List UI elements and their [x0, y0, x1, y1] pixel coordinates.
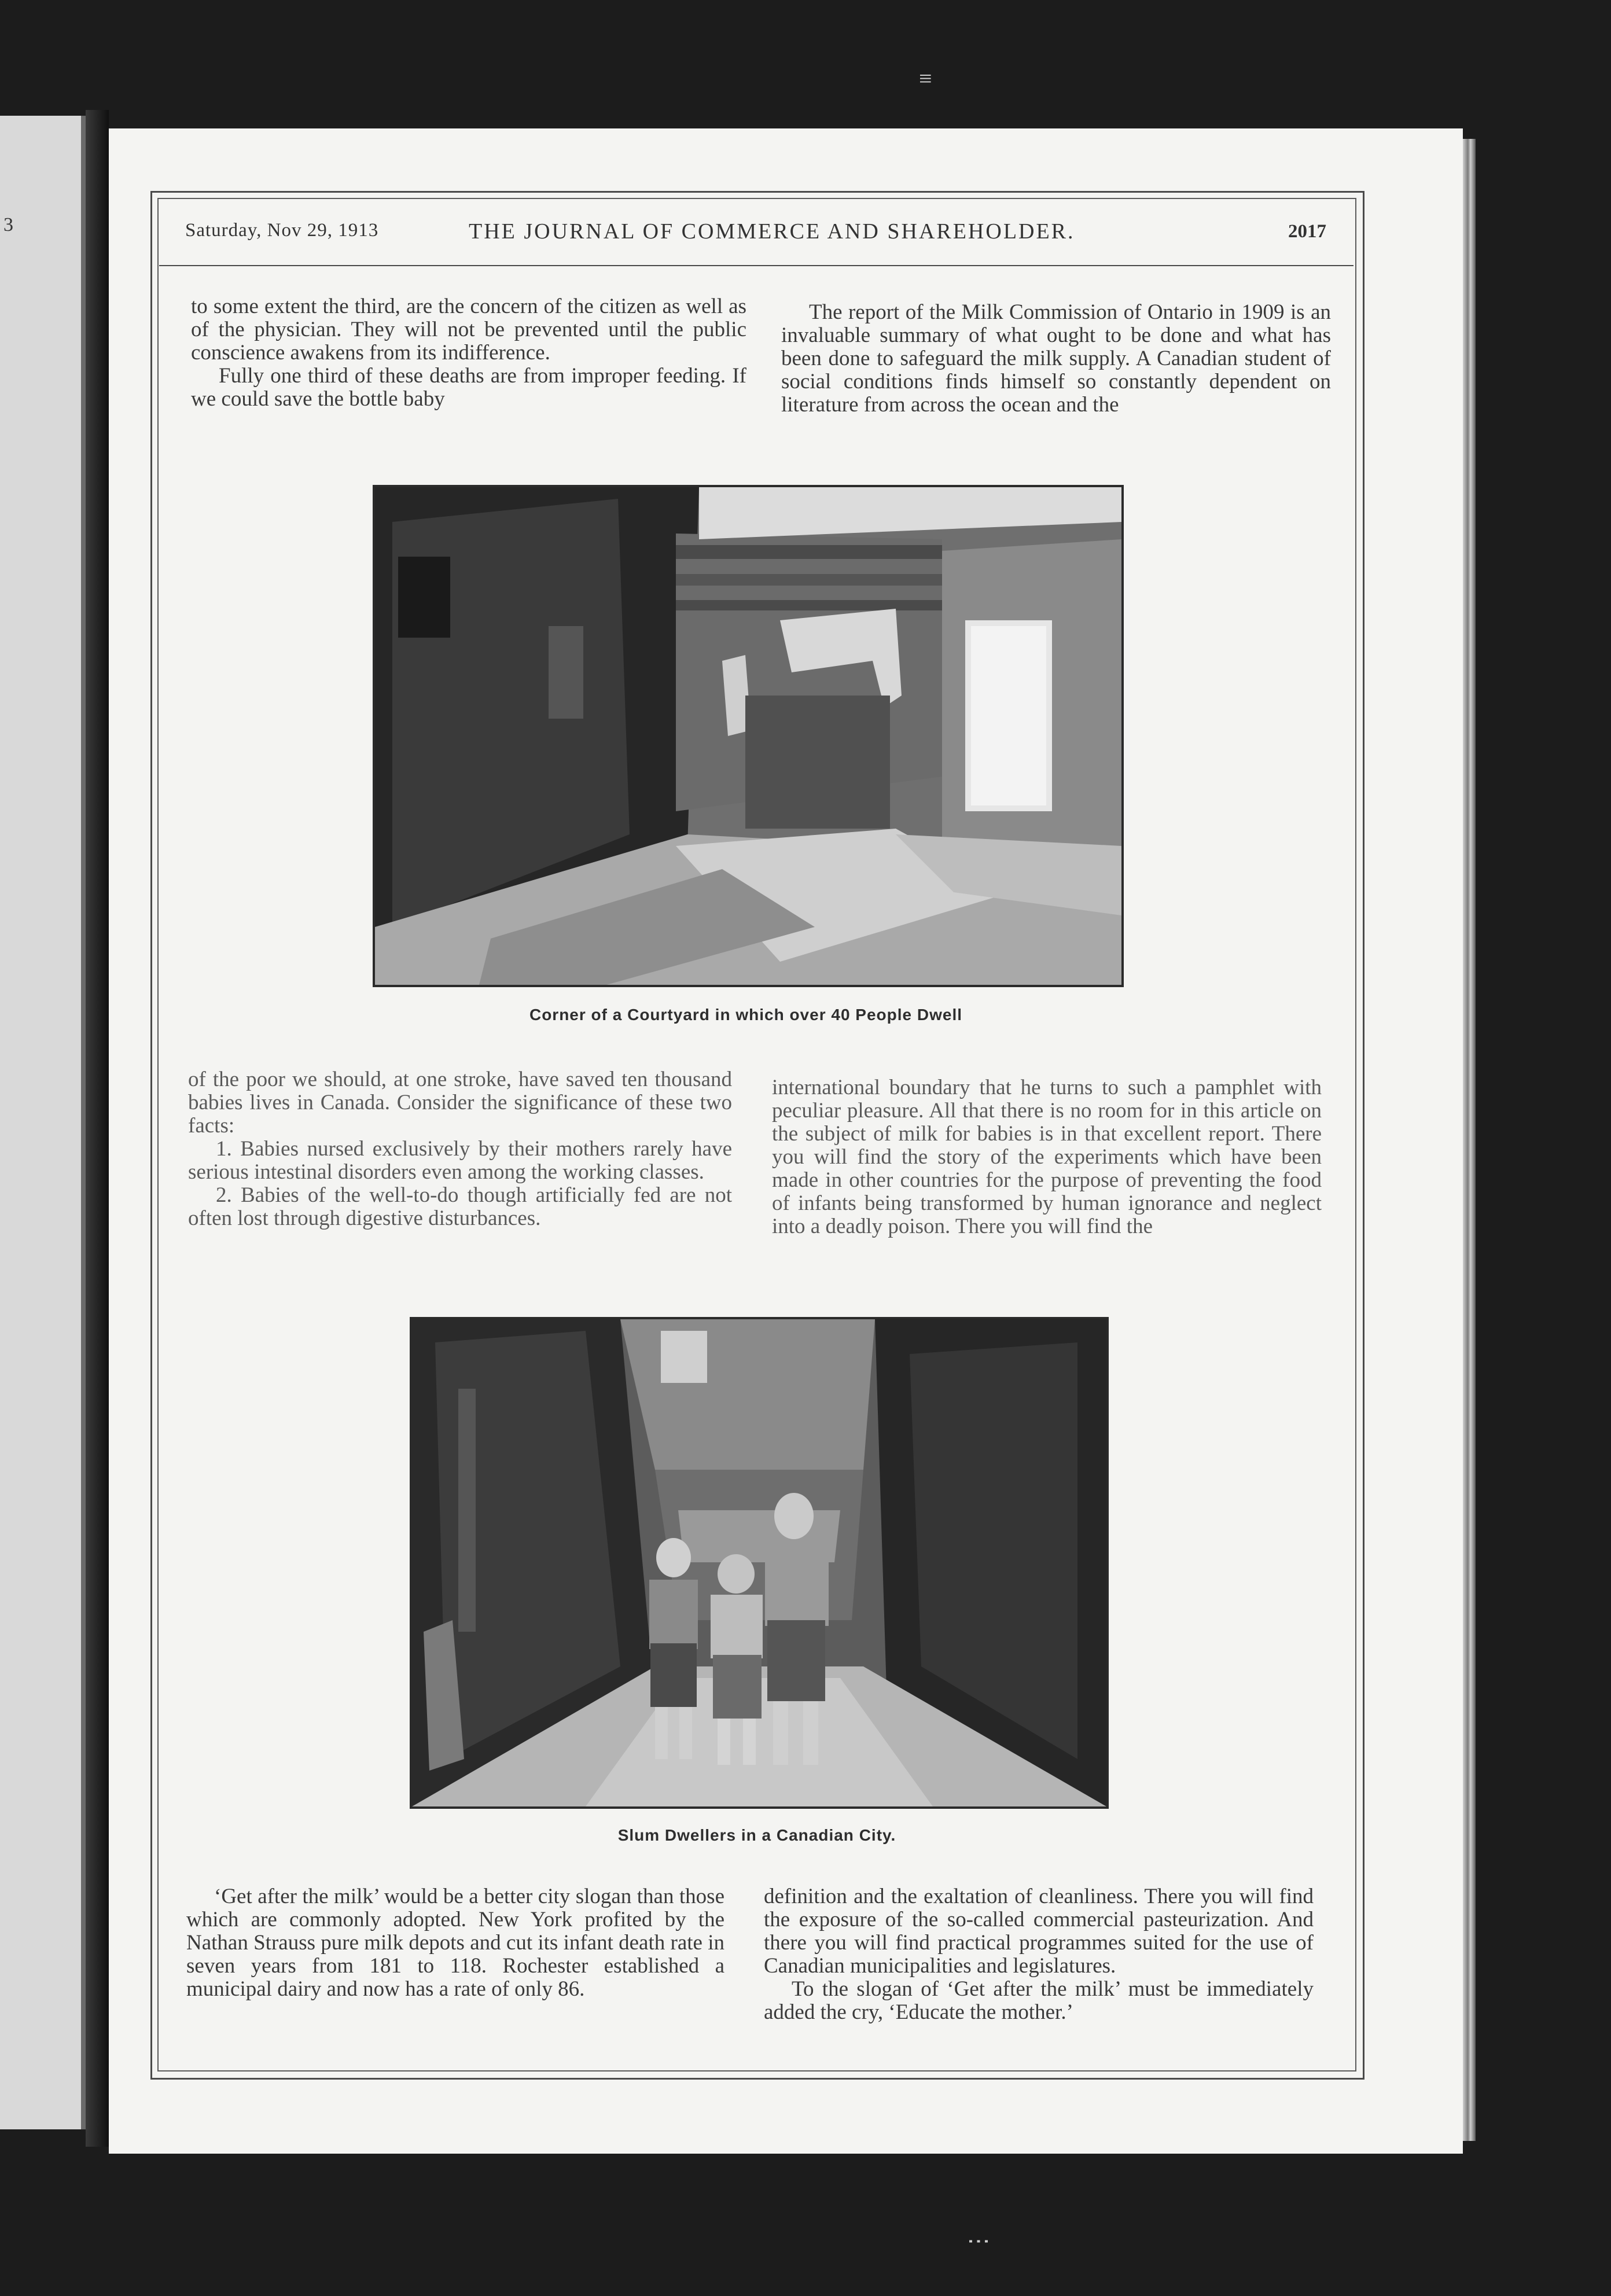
- scan-artifact: ⋮: [966, 2229, 992, 2253]
- section2-left-column: [188, 1068, 732, 1230]
- header-rule: [159, 265, 1353, 266]
- slum-children-photo-icon: [412, 1319, 1106, 1806]
- paragraph: Fully one third of these deaths are from improper feeding. If we could save the bottle baby: [191, 364, 746, 411]
- photo1-caption: Corner of a Courtyard in which over 40 People Dwell: [529, 1006, 963, 1024]
- section1-right-column: [781, 301, 1331, 417]
- courtyard-photo: [373, 485, 1124, 987]
- slum-dwellers-photo: [410, 1317, 1109, 1809]
- section2-right-column: [772, 1076, 1322, 1238]
- paragraph: international boundary that he turns to such a pamphlet with peculiar pleasure. All that there is no room for in this article on the subject of milk for babies is in that excellent report. There you will find the story of the experiments which have been made in other countries for the purpose of preventing the food of infants being transformed by human ignorance and neglect into a deadly poison. There you will find the: [772, 1076, 1322, 1238]
- paragraph: of the poor we should, at one stroke, have saved ten thousand babies lives in Canada. Consider the significance of these two facts:: [188, 1068, 732, 1138]
- header-page-number: 2017: [1288, 221, 1326, 242]
- section1-left-column: [191, 295, 746, 411]
- paragraph: ‘Get after the milk’ would be a better city slogan than those which are commonly adopted. New York profited by the Nathan Strauss pure milk depots and cut its infant death rate in seven years from 181 to 118. Rochester established a municipal dairy and now has a rate of only 86.: [186, 1885, 724, 2001]
- paragraph: 2. Babies of the well-to-do though artificially fed are not often lost through digestive disturbances.: [188, 1183, 732, 1230]
- paragraph: definition and the exaltation of cleanliness. There you will find the exposure of the so-called commercial pasteurization. And there you will find practical programmes suited for the use of Canadian municipalities and legislatures.: [764, 1885, 1314, 1978]
- paragraph: To the slogan of ‘Get after the milk’ must be immediately added the cry, ‘Educate the mother.’: [764, 1977, 1314, 2024]
- header-date: Saturday, Nov 29, 1913: [185, 220, 379, 241]
- paragraph: The report of the Milk Commission of Ontario in 1909 is an invaluable summary of what ought to be done and what has been done to safeguard the milk supply. A Canadian student of social conditions finds himself so constantly dependent on literature from across the ocean and the: [781, 300, 1331, 417]
- running-header: [185, 220, 1331, 255]
- courtyard-photo-icon: [375, 487, 1121, 985]
- paragraph: 1. Babies nursed exclusively by their mothers rarely have serious intestinal disorders even among the working classes.: [188, 1137, 732, 1184]
- header-journal-title: THE JOURNAL OF COMMERCE AND SHAREHOLDER.: [469, 219, 1075, 244]
- section3-left-column: [186, 1885, 724, 2001]
- scan-artifact: ≡: [919, 65, 932, 91]
- adjacent-page-sliver: [0, 116, 86, 2129]
- section3-right-column: [764, 1885, 1314, 2024]
- photo2-caption: Slum Dwellers in a Canadian City.: [617, 1826, 896, 1844]
- adjacent-page-mark: 3: [3, 214, 13, 236]
- paragraph: to some extent the third, are the concern of the citizen as well as of the physician. They will not be prevented until the public conscience awakens from its indifference.: [191, 295, 746, 365]
- book-gutter: [86, 110, 109, 2147]
- page-edge: [1463, 139, 1476, 2141]
